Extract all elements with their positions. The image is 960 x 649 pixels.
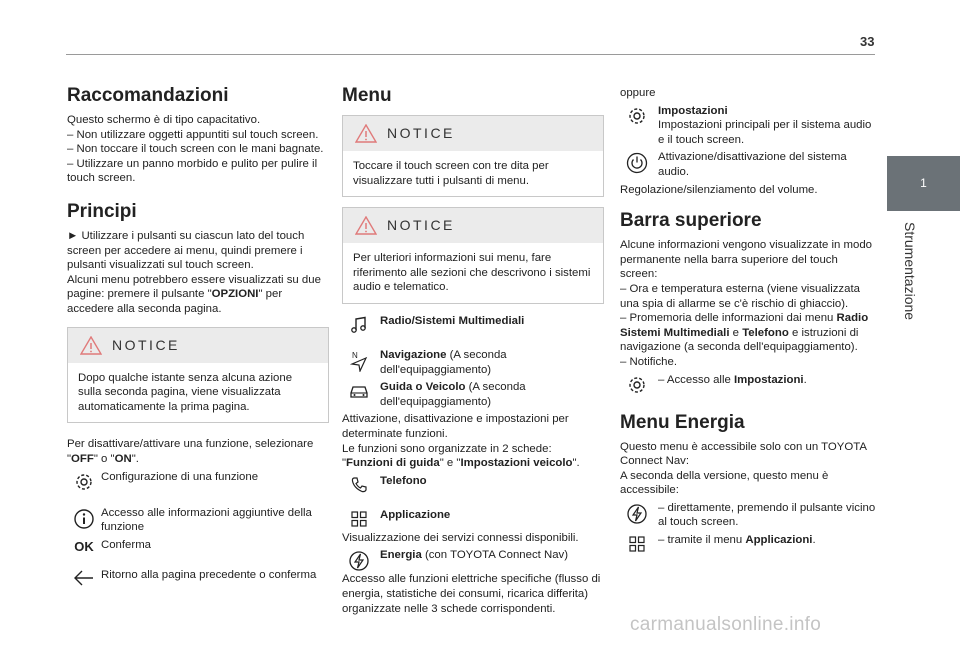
applications-row bbox=[342, 508, 604, 528]
oppure-text: oppure bbox=[620, 87, 656, 99]
energy-description: Accesso alle funzioni elettriche specifiche (flusso di energia, statistiche dei consumi, ricarica differita) organizzate nelle 3 schede corrispondenti. bbox=[342, 573, 601, 615]
volume-description: Regolazione/silenziamento del volume. bbox=[620, 183, 818, 196]
notice-label: NOTICE bbox=[387, 217, 455, 234]
driving-row: Guida o Veicolo (A seconda dell'equipaggiamento) bbox=[342, 380, 604, 409]
header-rule bbox=[66, 54, 875, 55]
energy-direct-text: – direttamente, premendo il pulsante vicino al touch screen. bbox=[658, 501, 876, 529]
info-row bbox=[67, 506, 329, 535]
notice-box bbox=[342, 115, 604, 197]
info-text: Accesso alle informazioni aggiuntive della funzione bbox=[101, 506, 312, 534]
phone-icon[interactable] bbox=[350, 476, 368, 494]
warning-triangle-icon bbox=[80, 336, 102, 355]
navigation-row: N Navigazione (A seconda dell'equipaggiamento) bbox=[352, 348, 507, 376]
back-row bbox=[67, 568, 329, 586]
settings-description: Impostazioni principali per il sistema audio e il touch screen. bbox=[658, 119, 872, 146]
top-bar-reminder: – Promemoria delle informazioni dai menu Radio Sistemi Multimediali e Telefono e istruzioni di navigazione (a seconda dell'equipaggiamento). bbox=[620, 312, 869, 354]
ok-button[interactable]: OK bbox=[74, 538, 94, 554]
warning-triangle-icon bbox=[355, 124, 377, 143]
radio-label: Radio/Sistemi Multimediali bbox=[380, 314, 525, 327]
config-row bbox=[67, 470, 329, 492]
energy-bolt-icon[interactable] bbox=[626, 503, 648, 525]
section-title-energy-menu: Menu Energia bbox=[620, 411, 745, 433]
power-icon[interactable] bbox=[626, 152, 648, 174]
notice-label: NOTICE bbox=[112, 336, 180, 353]
apps-grid-icon[interactable] bbox=[350, 510, 368, 528]
notice-header bbox=[343, 208, 603, 243]
recommendation-line: – Non utilizzare oggetti appuntiti sul touch screen. bbox=[67, 128, 319, 141]
energy-direct-row bbox=[620, 501, 876, 530]
phone-row bbox=[342, 474, 604, 494]
page-number: 33 bbox=[860, 34, 875, 49]
function-settings-icon[interactable] bbox=[74, 472, 94, 492]
power-row bbox=[620, 150, 876, 179]
notice-label: NOTICE bbox=[387, 125, 455, 142]
info-icon[interactable] bbox=[73, 508, 95, 530]
navigation-label: Navigazione bbox=[380, 348, 447, 361]
energy-menu-line: A seconda della versione, questo menu è accessibile: bbox=[620, 469, 829, 497]
top-bar-notifications: – Notifiche. bbox=[620, 355, 677, 368]
top-bar-line: – Ora e temperatura esterna (viene visualizzata una spia di allarme se c'è rischio di ghiaccio). bbox=[620, 282, 860, 310]
toggle-instruction: Per disattivare/attivare una funzione, selezionare "OFF" o "ON". bbox=[67, 438, 314, 465]
recommendation-line: – Non toccare il touch screen con le mani bagnate. bbox=[67, 143, 324, 156]
energy-label: Energia bbox=[380, 549, 422, 562]
watermark: carmanualsonline.info bbox=[630, 614, 822, 635]
driving-tabs: Le funzioni sono organizzate in 2 schede: "Funzioni di guida" e "Impostazioni veicolo". bbox=[342, 442, 580, 470]
driving-label: Guida o Veicolo bbox=[380, 381, 466, 394]
section-title-recommendations: Raccomandazioni bbox=[67, 85, 229, 106]
back-arrow-icon[interactable] bbox=[73, 570, 95, 586]
recommendation-line: Questo schermo è di tipo capacitativo. bbox=[67, 114, 261, 126]
section-title-principles: Principi bbox=[67, 200, 137, 222]
notice-box bbox=[342, 207, 604, 304]
applications-label: Applicazione bbox=[380, 508, 451, 521]
column-2 bbox=[342, 80, 604, 616]
principles-paragraph-options: Alcuni menu potrebbero essere visualizzati su due pagine: premere il pulsante "OPZIONI" per accedere alla seconda pagina. bbox=[67, 273, 321, 315]
notice-header bbox=[343, 116, 603, 151]
notice-box bbox=[67, 327, 329, 424]
settings-row bbox=[620, 104, 876, 148]
music-note-icon[interactable] bbox=[350, 316, 368, 334]
phone-label: Telefono bbox=[380, 474, 427, 487]
notice-text: Toccare il touch screen con tre dita per visualizzare tutti i pulsanti di menu. bbox=[353, 160, 549, 187]
config-text: Configurazione di una funzione bbox=[101, 470, 259, 483]
column-1 bbox=[67, 80, 329, 589]
svg-text:N: N bbox=[352, 350, 358, 360]
settings-gear-icon[interactable] bbox=[627, 375, 647, 395]
energy-via-apps-row bbox=[620, 533, 876, 553]
section-title-top-bar: Barra superiore bbox=[620, 210, 762, 232]
apps-grid-icon[interactable] bbox=[628, 535, 646, 553]
energy-row: Energia (con TOYOTA Connect Nav) bbox=[342, 548, 604, 572]
notice-text: Per ulteriori informazioni sui menu, fare riferimento alle sezioni che descrivono i sistemi audio e telematico. bbox=[353, 252, 591, 294]
settings-gear-icon[interactable] bbox=[627, 106, 647, 126]
energy-via-apps-text: – tramite il menu Applicazioni. bbox=[658, 534, 816, 547]
warning-triangle-icon bbox=[355, 216, 377, 235]
settings-label: Impostazioni bbox=[658, 104, 728, 117]
applications-description: Visualizzazione dei servizi connessi disponibili. bbox=[342, 531, 579, 544]
energy-menu-line: Questo menu è accessibile solo con un TOYOTA Connect Nav: bbox=[620, 440, 867, 468]
confirm-text: Conferma bbox=[101, 538, 152, 551]
settings-access-row bbox=[620, 373, 876, 395]
top-bar-line: Alcune informazioni vengono visualizzate in modo permanente nella barra superiore del touch screen: bbox=[620, 239, 873, 281]
section-title-menu: Menu bbox=[342, 85, 392, 106]
energy-bolt-icon[interactable] bbox=[348, 550, 370, 572]
principles-paragraph: ► Utilizzare i pulsanti su ciascun lato del touch screen per accedere ai menu, quindi premere i pulsanti visualizzati sul touch screen. bbox=[67, 229, 305, 272]
navigation-arrow-icon[interactable] bbox=[350, 350, 368, 372]
radio-row bbox=[342, 314, 604, 334]
back-text: Ritorno alla pagina precedente o conferma bbox=[101, 569, 317, 582]
car-icon[interactable] bbox=[348, 382, 370, 400]
notice-text: Dopo qualche istante senza alcuna azione sulla seconda pagina, viene visualizzata automaticamente la prima pagina. bbox=[78, 371, 293, 413]
confirm-row bbox=[67, 538, 329, 555]
column-3 bbox=[620, 86, 876, 556]
notice-header bbox=[68, 328, 328, 363]
chapter-label: Strumentazione bbox=[902, 222, 918, 321]
chapter-tab[interactable]: 1 bbox=[887, 156, 960, 211]
power-description: Attivazione/disattivazione del sistema audio. bbox=[658, 151, 847, 178]
recommendation-line: – Utilizzare un panno morbido e pulito per pulire il touch screen. bbox=[67, 157, 318, 185]
settings-access-text: – Accesso alle Impostazioni. bbox=[658, 373, 807, 386]
driving-description: Attivazione, disattivazione e impostazioni per determinate funzioni. bbox=[342, 413, 569, 440]
